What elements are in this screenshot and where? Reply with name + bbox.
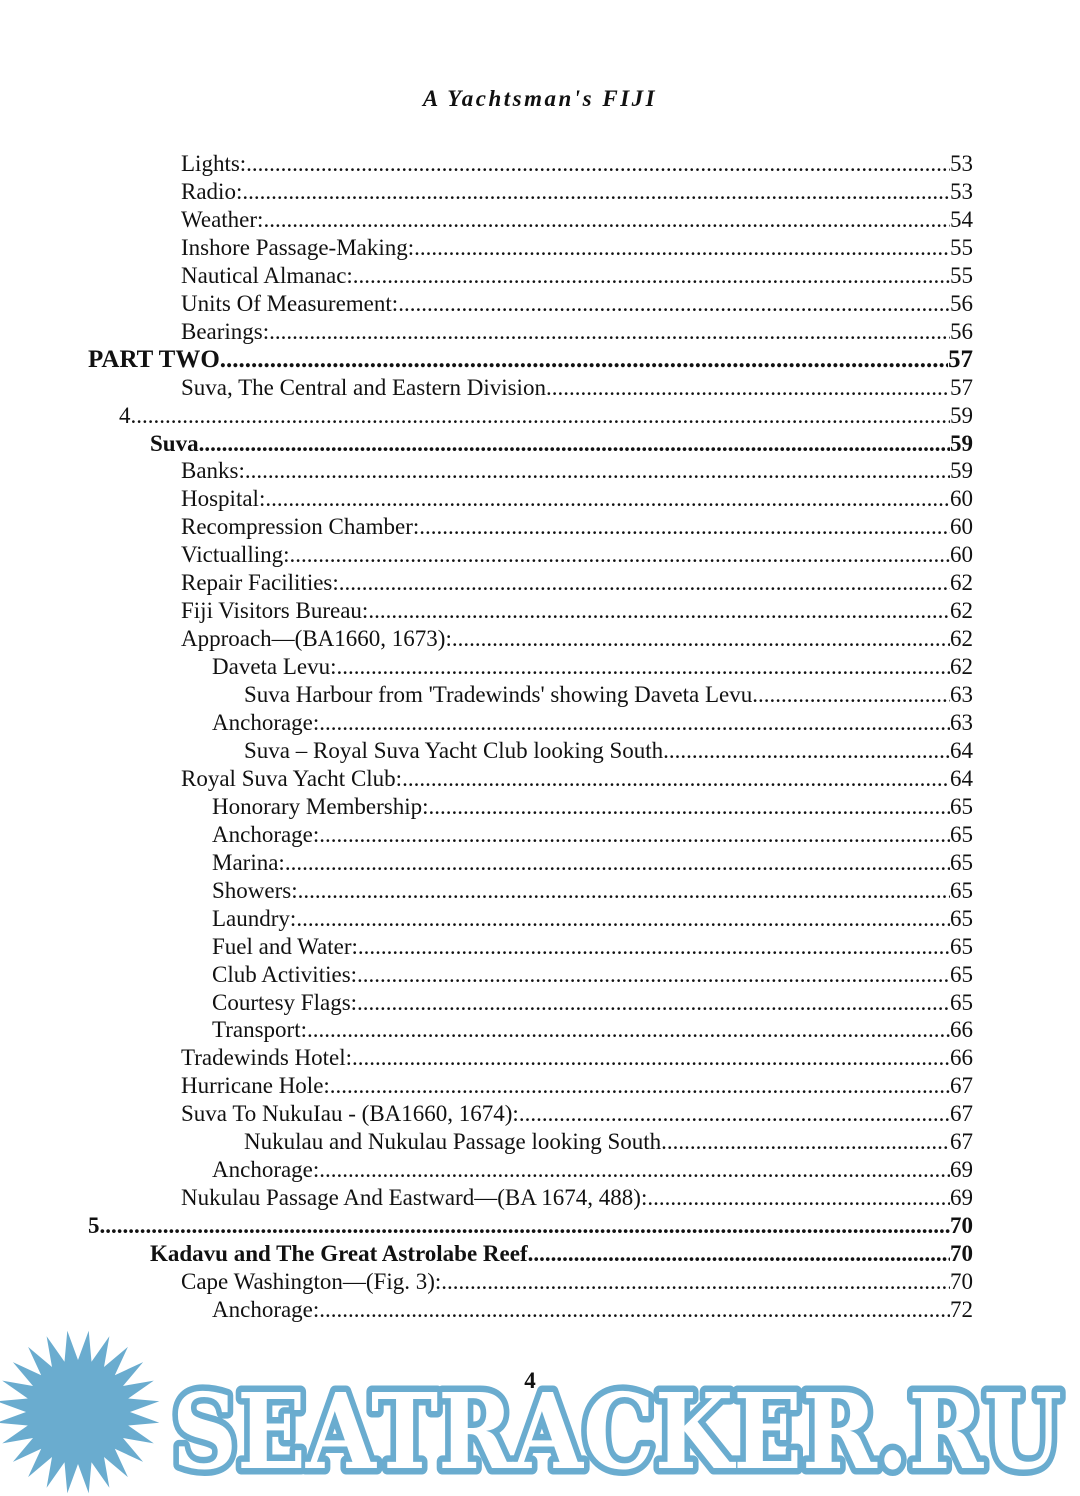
toc-dot-leader — [307, 1016, 950, 1044]
watermark-text: SEATRACKER.RU — [172, 1370, 1062, 1493]
toc-entry-page: 65 — [950, 989, 973, 1015]
toc-entry-label: Anchorage: — [212, 1296, 320, 1322]
toc-entry[interactable] — [181, 541, 973, 569]
toc-entry-page: 70 — [950, 1241, 973, 1267]
toc-entry[interactable] — [181, 262, 973, 290]
toc-entry-label: Laundry: — [212, 905, 297, 931]
toc-dot-leader — [319, 1296, 950, 1324]
toc-dot-leader — [647, 1184, 950, 1212]
toc-entry[interactable] — [181, 1044, 973, 1072]
toc-entry-label: Fiji Visitors Bureau: — [181, 598, 369, 624]
toc-entry-label: PART TWO — [88, 345, 220, 373]
toc-entry-label: Hurricane Hole: — [181, 1073, 330, 1099]
toc-entry-label: Recompression Chamber: — [181, 514, 420, 540]
toc-entry-page: 57 — [948, 345, 973, 373]
toc-entry[interactable] — [119, 402, 973, 430]
toc-dot-leader — [661, 1128, 950, 1156]
toc-entry-page: 67 — [950, 1129, 973, 1155]
toc-entry-page: 65 — [950, 793, 973, 819]
toc-dot-leader — [358, 933, 950, 961]
toc-entry[interactable] — [181, 150, 973, 178]
toc-entry-label: Victualling: — [181, 542, 290, 568]
toc-dot-leader — [528, 1240, 950, 1268]
toc-entry-page: 64 — [950, 765, 973, 791]
toc-entry[interactable] — [181, 1184, 973, 1212]
toc-entry-label: Repair Facilities: — [181, 570, 339, 596]
toc-entry-page: 70 — [950, 1213, 973, 1239]
toc-entry-label: Nautical Almanac: — [181, 262, 353, 288]
toc-entry-label: Suva — [150, 430, 199, 456]
toc-entry[interactable] — [181, 318, 973, 346]
toc-entry[interactable] — [181, 513, 973, 541]
toc-entry[interactable] — [212, 1016, 973, 1044]
toc-dot-leader — [419, 513, 950, 541]
toc-entry-label: Weather: — [181, 206, 264, 232]
toc-entry-label: Royal Suva Yacht Club: — [181, 765, 403, 791]
toc-entry-label: Units Of Measurement: — [181, 290, 399, 316]
toc-dot-leader — [353, 262, 950, 290]
page-number: 4 — [524, 1368, 536, 1393]
toc-entry-page: 70 — [950, 1269, 973, 1294]
toc-entry[interactable] — [212, 1296, 973, 1324]
toc-entry-label: Club Activities: — [212, 961, 358, 987]
toc-entry-label: Radio: — [181, 178, 243, 204]
toc-entry[interactable] — [212, 1156, 973, 1184]
toc-dot-leader — [285, 849, 950, 877]
toc-entry-label: Lights: — [181, 151, 247, 176]
toc-entry-label: Banks: — [181, 458, 245, 484]
sea-line-icon — [30, 1430, 126, 1436]
toc-entry[interactable] — [181, 485, 973, 513]
toc-entry[interactable] — [212, 821, 973, 849]
toc-entry-label: Marina: — [212, 849, 285, 875]
toc-entry-page: 66 — [950, 1017, 973, 1043]
toc-dot-leader — [414, 234, 950, 262]
toc-entry[interactable] — [212, 877, 973, 905]
toc-entry[interactable] — [181, 374, 973, 402]
toc-entry[interactable] — [150, 1240, 973, 1268]
toc-entry-page: 56 — [950, 318, 973, 344]
toc-entry-page: 69 — [950, 1157, 973, 1183]
toc-entry-label: Hospital: — [181, 486, 266, 512]
toc-entry-page: 56 — [950, 290, 973, 316]
toc-entry[interactable] — [212, 709, 973, 737]
toc-dot-leader — [319, 1156, 950, 1184]
toc-entry[interactable] — [212, 653, 973, 681]
toc-dot-leader — [319, 821, 950, 849]
toc-entry-page: 62 — [950, 654, 973, 680]
toc-entry-page: 57 — [950, 374, 973, 400]
toc-dot-leader — [546, 374, 950, 402]
toc-dot-leader — [296, 905, 950, 933]
toc-dot-leader — [330, 1072, 950, 1100]
sun-logo-icon — [0, 1330, 1080, 1496]
toc-dot-leader — [441, 1268, 950, 1296]
toc-dot-leader — [368, 597, 950, 625]
toc-entry-page: 60 — [950, 514, 973, 540]
toc-entry[interactable] — [212, 961, 973, 989]
toc-entry[interactable] — [181, 569, 973, 597]
toc-dot-leader — [429, 793, 950, 821]
toc-entry[interactable] — [181, 457, 973, 485]
toc-entry-page: 60 — [950, 486, 973, 512]
toc-entry-page: 55 — [950, 262, 973, 288]
toc-dot-leader — [265, 485, 950, 513]
toc-entry-label: Daveta Levu: — [212, 654, 337, 680]
running-header-title: A Yachtsman's FIJI — [422, 86, 658, 111]
toc-dot-leader — [131, 402, 951, 430]
toc-entry-label: Nukulau Passage And Eastward—(BA 1674, 488): — [181, 1185, 648, 1211]
toc-entry-page: 65 — [950, 933, 973, 959]
toc-dot-leader — [220, 346, 948, 374]
toc-entry-page: 53 — [950, 151, 973, 176]
toc-entry-label: Courtesy Flags: — [212, 989, 358, 1015]
toc-dot-leader — [402, 765, 950, 793]
toc-entry-page: 72 — [950, 1296, 973, 1322]
toc-entry-page: 62 — [950, 626, 973, 652]
toc-entry-label: Kadavu and The Great Astrolabe Reef — [150, 1241, 528, 1267]
toc-dot-leader — [298, 877, 950, 905]
toc-entry-label: Suva, The Central and Eastern Division — [181, 374, 546, 400]
toc-entry-page: 59 — [950, 458, 973, 484]
toc-dot-leader — [263, 206, 950, 234]
toc-entry[interactable] — [181, 625, 973, 653]
toc-dot-leader — [357, 961, 950, 989]
toc-entry[interactable] — [212, 849, 973, 877]
toc-entry[interactable] — [88, 346, 973, 374]
toc-entry-label: Anchorage: — [212, 1157, 320, 1183]
toc-dot-leader — [100, 1212, 951, 1240]
toc-entry[interactable] — [181, 1072, 973, 1100]
toc-dot-leader — [199, 430, 950, 458]
sun-rays-icon — [0, 1331, 159, 1494]
toc-entry-label: Transport: — [212, 1017, 307, 1043]
toc-entry-label: Suva To NukuIau - (BA1660, 1674): — [181, 1101, 519, 1127]
toc-dot-leader — [269, 318, 950, 346]
toc-entry-label: Tradewinds Hotel: — [181, 1045, 353, 1071]
toc-entry[interactable] — [88, 1212, 973, 1240]
toc-entry-page: 69 — [950, 1185, 973, 1211]
toc-entry-label: Approach—(BA1660, 1673): — [181, 626, 452, 652]
toc-entry-page: 67 — [950, 1073, 973, 1099]
toc-entry[interactable] — [181, 206, 973, 234]
toc-dot-leader — [357, 989, 950, 1017]
toc-entry[interactable] — [181, 1100, 973, 1128]
toc-entry-page: 59 — [950, 430, 973, 456]
toc-dot-leader — [246, 150, 950, 178]
toc-entry-label: Anchorage: — [212, 821, 320, 847]
toc-entry-page: 63 — [950, 682, 973, 708]
toc-entry-page: 63 — [950, 710, 973, 735]
toc-entry[interactable] — [181, 765, 973, 793]
toc-entry[interactable] — [244, 1128, 973, 1156]
toc-entry-label: Suva Harbour from 'Tradewinds' showing Daveta Levu — [244, 682, 753, 708]
toc-entry-label: Fuel and Water: — [212, 933, 358, 959]
toc-dot-leader — [337, 653, 950, 681]
toc-entry-page: 65 — [950, 849, 973, 875]
toc-dot-leader — [245, 457, 950, 485]
toc-entry-label: Anchorage: — [212, 710, 320, 735]
toc-entry-page: 65 — [950, 877, 973, 903]
toc-dot-leader — [290, 541, 951, 569]
toc-entry-page: 65 — [950, 821, 973, 847]
toc-dot-leader — [452, 625, 950, 653]
seatracker-watermark — [0, 1330, 1080, 1496]
toc-entry-page: 62 — [950, 570, 973, 596]
toc-entry-page: 65 — [950, 905, 973, 931]
toc-entry-page: 65 — [950, 961, 973, 987]
toc-entry-page: 64 — [950, 737, 973, 763]
toc-entry[interactable] — [181, 597, 973, 625]
toc-entry-label: Inshore Passage-Making: — [181, 234, 415, 260]
toc-dot-leader — [352, 1044, 950, 1072]
toc-entry-page: 62 — [950, 598, 973, 624]
toc-dot-leader — [242, 178, 950, 206]
toc-entry-page: 66 — [950, 1045, 973, 1071]
toc-entry[interactable] — [244, 737, 973, 765]
toc-entry[interactable] — [181, 234, 973, 262]
toc-dot-leader — [663, 737, 950, 765]
sea-line-icon — [44, 1443, 112, 1448]
toc-entry-label: Nukulau and Nukulau Passage looking South — [244, 1129, 662, 1155]
toc-entry[interactable] — [212, 793, 973, 821]
toc-entry-page: 54 — [950, 206, 973, 232]
toc-dot-leader — [752, 681, 950, 709]
sun-rays-icon — [0, 1331, 159, 1494]
toc-entry-label: 4 — [119, 402, 131, 428]
toc-entry-label: Cape Washington—(Fig. 3): — [181, 1269, 442, 1294]
toc-entry[interactable] — [181, 178, 973, 206]
toc-entry[interactable] — [181, 1268, 973, 1296]
toc-entry-label: Suva – Royal Suva Yacht Club looking South — [244, 737, 664, 763]
toc-entry-page: 53 — [950, 178, 973, 204]
toc-dot-leader — [519, 1100, 950, 1128]
toc-entry-label: 5 — [88, 1213, 100, 1239]
toc-dot-leader — [398, 290, 950, 318]
toc-entry-page: 67 — [950, 1101, 973, 1127]
toc-entry-page: 59 — [950, 402, 973, 428]
sea-line-icon — [22, 1416, 134, 1423]
toc-entry[interactable] — [244, 681, 973, 709]
toc-dot-leader — [319, 709, 950, 737]
toc-dot-leader — [339, 569, 950, 597]
toc-entry[interactable] — [150, 430, 973, 458]
toc-entry-page: 60 — [950, 542, 973, 568]
toc-entry-label: Showers: — [212, 877, 298, 903]
toc-entry-label: Honorary Membership: — [212, 793, 429, 819]
toc-entry-label: Bearings: — [181, 318, 270, 344]
toc-entry[interactable] — [212, 989, 973, 1017]
toc-entry[interactable] — [212, 905, 973, 933]
toc-entry-page: 55 — [950, 234, 973, 260]
toc-entry[interactable] — [181, 290, 973, 318]
toc-entry[interactable] — [212, 933, 973, 961]
